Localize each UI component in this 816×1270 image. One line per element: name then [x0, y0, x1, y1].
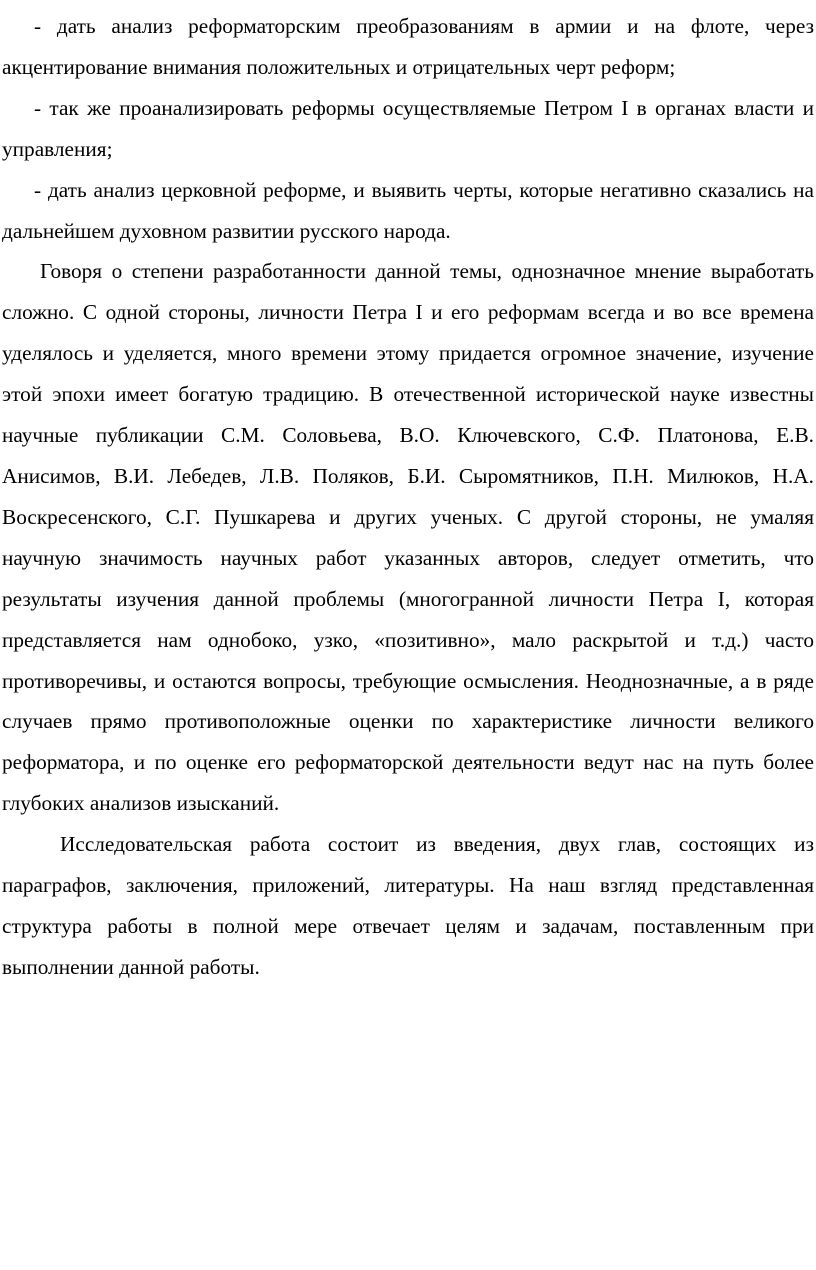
list-item-church-reform: - дать анализ церковной реформе, и выявить черты, которые негативно сказались на дальнейшем духовном развитии русского народа. — [2, 177, 814, 243]
paragraph-work-structure: Исследовательская работа состоит из введения, двух глав, состоящих из параграфов, заключения, приложений, литературы. На наш взгляд представленная структура работы в полной мере отвечает целям и задачам, поставленным при выполнении данной работы. — [2, 832, 814, 979]
document-body — [2, 6, 814, 988]
paragraph-historiography: Говоря о степени разработанности данной темы, однозначное мнение выработать сложно. С одной стороны, личности Петра I и его реформам всегда и во все времена уделялось и уделяется, много времени этому придается огромное значение, изучение этой эпохи имеет богатую традицию. В отечественной исторической науке известны научные публикации С.М. Соловьева, В.О. Ключевского, С.Ф. Платонова, Е.В. Анисимов, В.И. Лебедев, Л.В. Поляков, Б.И. Сыромятников, П.Н. Милюков, Н.А. Воскресенского, С.Г. Пушкарева и других ученых. С другой стороны, не умаляя научную значимость научных работ указанных авторов, следует отметить, что результаты изучения данной проблемы (многогранной личности Петра I, которая представляется нам однобоко, узко, «позитивно», мало раскрытой и т.д.) часто противоречивы, и остаются вопросы, требующие осмысления. Неоднозначные, а в ряде случаев прямо противоположные оценки по характеристике личности великого реформатора, и по оценке его реформаторской деятельности ведут нас на путь более глубоких анализов изысканий. — [2, 259, 814, 816]
list-item-army-reform: - дать анализ реформаторским преобразованиям в армии и на флоте, через акцентирование внимания положительных и отрицательных черт реформ; — [2, 14, 814, 79]
list-item-government-reform: - так же проанализировать реформы осуществляемые Петром I в органах власти и управления; — [2, 95, 814, 161]
